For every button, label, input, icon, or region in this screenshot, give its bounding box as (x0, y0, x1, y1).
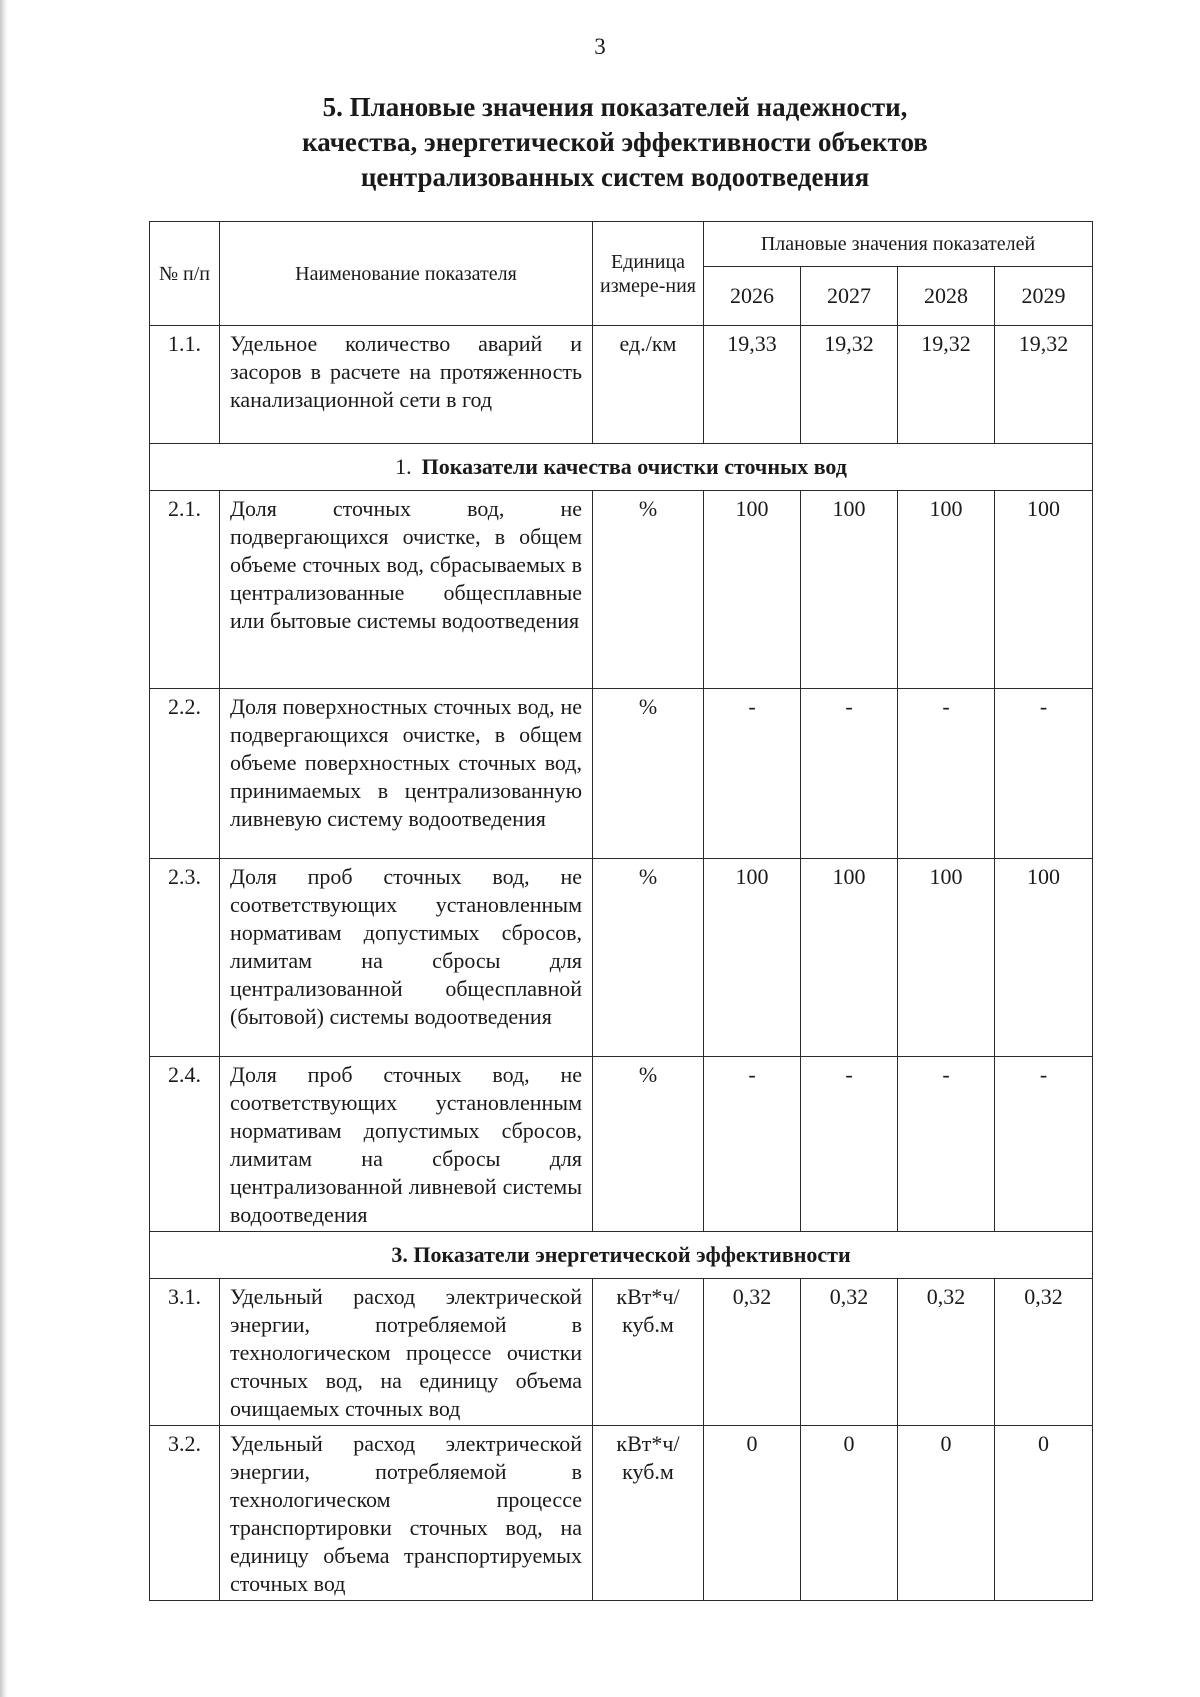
table-row (150, 1057, 1093, 1232)
row-value: 0 (898, 1426, 995, 1601)
row-value: - (801, 1057, 898, 1232)
row-num: 1.1. (150, 326, 220, 444)
row-unit: кВт*ч/ куб.м (593, 1426, 704, 1601)
row-name: Удельное количество аварий и засоров в расчете на протяженность канализационной сети в год (220, 326, 593, 444)
row-value: 0,32 (995, 1279, 1093, 1426)
row-unit: кВт*ч/ куб.м (593, 1279, 704, 1426)
table-header-row (150, 222, 1093, 267)
header-num: № п/п (150, 222, 220, 326)
row-value: - (801, 689, 898, 859)
header-year: 2027 (801, 267, 898, 326)
row-unit: % (593, 1057, 704, 1232)
row-value: - (995, 1057, 1093, 1232)
section-title: Показатели качества очистки сточных вод (421, 454, 847, 479)
row-value: - (704, 1057, 801, 1232)
row-value: - (995, 689, 1093, 859)
row-value: 0,32 (704, 1279, 801, 1426)
row-value: 100 (801, 859, 898, 1057)
section-number: 1. (395, 454, 412, 479)
row-value: - (898, 1057, 995, 1232)
header-year: 2029 (995, 267, 1093, 326)
row-value: 100 (704, 491, 801, 689)
row-num: 2.2. (150, 689, 220, 859)
row-value: 19,32 (995, 326, 1093, 444)
header-planned-values: Плановые значения показателей (704, 222, 1093, 267)
row-name: Удельный расход электрической энергии, потребляемой в технологическом процессе очистки сточных вод, на единицу объема очищаемых сточных вод (220, 1279, 593, 1426)
table-row (150, 859, 1093, 1057)
row-value: - (704, 689, 801, 859)
header-name: Наименование показателя (220, 222, 593, 326)
table-row (150, 1279, 1093, 1426)
title-line: 5. Плановые значения показателей надежности, (322, 92, 908, 122)
row-name: Доля поверхностных сточных вод, не подвергающихся очистке, в общем объеме поверхностных сточных вод, принимаемых в централизованную ливневую систему водоотведения (220, 689, 593, 859)
row-value: 0,32 (898, 1279, 995, 1426)
row-num: 2.1. (150, 491, 220, 689)
row-name: Удельный расход электрической энергии, потребляемой в технологическом процессе транспортировки сточных вод, на единицу объема транспортируемых сточных вод (220, 1426, 593, 1601)
row-value: 19,33 (704, 326, 801, 444)
row-value: 100 (704, 859, 801, 1057)
row-unit: % (593, 689, 704, 859)
title-line: централизованных систем водоотведения (360, 162, 870, 192)
scan-edge-shadow (0, 0, 8, 1697)
table-row (150, 1426, 1093, 1601)
title-line: качества, энергетической эффективности объектов (302, 127, 928, 157)
table-row (150, 326, 1093, 444)
header-year: 2026 (704, 267, 801, 326)
row-unit: % (593, 859, 704, 1057)
page-number: 3 (594, 34, 606, 59)
row-unit: ед./км (593, 326, 704, 444)
document-title (150, 90, 1080, 195)
row-name: Доля проб сточных вод, не соответствующих установленным нормативам допустимых сбросов, лимитам на сбросы для централизованной общесплавной (бытовой) системы водоотведения (220, 859, 593, 1057)
row-unit: % (593, 491, 704, 689)
row-value: 0 (801, 1426, 898, 1601)
row-value: 0,32 (801, 1279, 898, 1426)
row-value: 100 (801, 491, 898, 689)
section-heading: 3. Показатели энергетической эффективности (150, 1232, 1093, 1279)
header-unit: Единица измере-ния (593, 222, 704, 326)
indicators-table (149, 221, 1093, 1601)
row-num: 3.1. (150, 1279, 220, 1426)
row-value: 0 (704, 1426, 801, 1601)
row-num: 3.2. (150, 1426, 220, 1601)
row-num: 2.3. (150, 859, 220, 1057)
row-num: 2.4. (150, 1057, 220, 1232)
table-row (150, 689, 1093, 859)
row-value: 0 (995, 1426, 1093, 1601)
section-heading (150, 444, 1093, 491)
row-value: 100 (995, 491, 1093, 689)
row-name: Доля проб сточных вод, не соответствующих установленным нормативам допустимых сбросов, лимитам на сбросы для централизованной ливневой системы водоотведения (220, 1057, 593, 1232)
table-row (150, 491, 1093, 689)
row-value: - (898, 689, 995, 859)
section-row (150, 1232, 1093, 1279)
header-year: 2028 (898, 267, 995, 326)
row-name: Доля сточных вод, не подвергающихся очистке, в общем объеме сточных вод, сбрасываемых в централизованные общесплавные или бытовые системы водоотведения (220, 491, 593, 689)
row-value: 100 (995, 859, 1093, 1057)
section-row (150, 444, 1093, 491)
row-value: 100 (898, 491, 995, 689)
row-value: 100 (898, 859, 995, 1057)
row-value: 19,32 (801, 326, 898, 444)
row-value: 19,32 (898, 326, 995, 444)
